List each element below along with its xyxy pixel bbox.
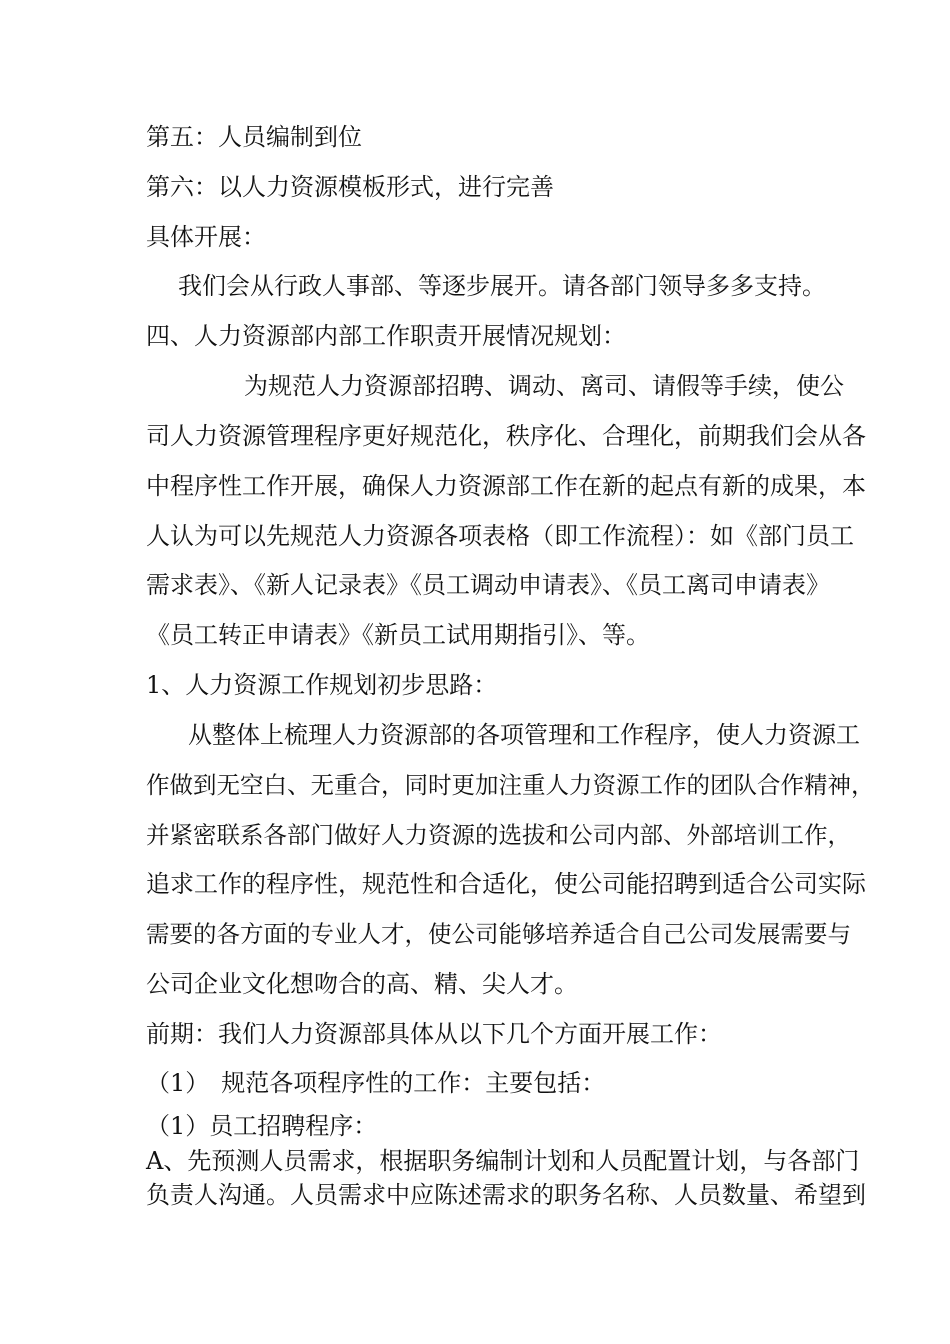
paragraph-line: 公司企业文化想吻合的高、精、尖人才。 xyxy=(146,970,578,998)
paragraph-line: 为规范人力资源部招聘、调动、离司、请假等手续，使公 xyxy=(244,372,844,400)
paragraph-line: 中程序性工作开展，确保人力资源部工作在新的起点有新的成果，本 xyxy=(146,472,866,500)
paragraph-line: 需要的各方面的专业人才，使公司能够培养适合自己公司发展需要与 xyxy=(146,920,851,948)
paragraph-line: 并紧密联系各部门做好人力资源的选拔和公司内部、外部培训工作， xyxy=(146,821,851,849)
paragraph-line: 《员工转正申请表》《新员工试用期指引》、等。 xyxy=(146,621,650,649)
paragraph-line: 追求工作的程序性，规范性和合适化，使公司能招聘到适合公司实际 xyxy=(146,870,866,898)
line-template: 第六：以人力资源模板形式，进行完善 xyxy=(146,173,554,201)
paragraph-line: 人认为可以先规范人力资源各项表格（即工作流程）：如《部门员工 xyxy=(146,522,854,550)
paragraph-line: 司人力资源管理程序更好规范化，秩序化、合理化，前期我们会从各 xyxy=(146,422,866,450)
section-heading-four: 四、人力资源部内部工作职责开展情况规划： xyxy=(146,322,626,350)
line-staffing: 第五：人员编制到位 xyxy=(146,123,362,151)
line-early-phase: 前期：我们人力资源部具体从以下几个方面开展工作： xyxy=(146,1020,722,1048)
paragraph-line: 需求表》、《新人记录表》《员工调动申请表》、《员工离司申请表》 xyxy=(146,571,830,599)
subsection-heading-1: 1、人力资源工作规划初步思路： xyxy=(146,671,498,699)
paragraph-line: A、先预测人员需求，根据职务编制计划和人员配置计划，与各部门 xyxy=(146,1147,860,1175)
list-item-recruitment: （1）员工招聘程序： xyxy=(146,1112,378,1140)
paragraph-line: 从整体上梳理人力资源部的各项管理和工作程序，使人力资源工 xyxy=(188,721,860,749)
paragraph-line: 负责人沟通。人员需求中应陈述需求的职务名称、人员数量、希望到 xyxy=(146,1181,866,1209)
list-item-1: （1） 规范各项程序性的工作：主要包括： xyxy=(146,1069,606,1097)
paragraph-line: 作做到无空白、无重合，同时更加注重人力资源工作的团队合作精神， xyxy=(146,771,875,799)
line-specific-rollout: 具体开展： xyxy=(146,223,266,251)
line-support-request: 我们会从行政人事部、等逐步展开。请各部门领导多多支持。 xyxy=(178,272,826,300)
